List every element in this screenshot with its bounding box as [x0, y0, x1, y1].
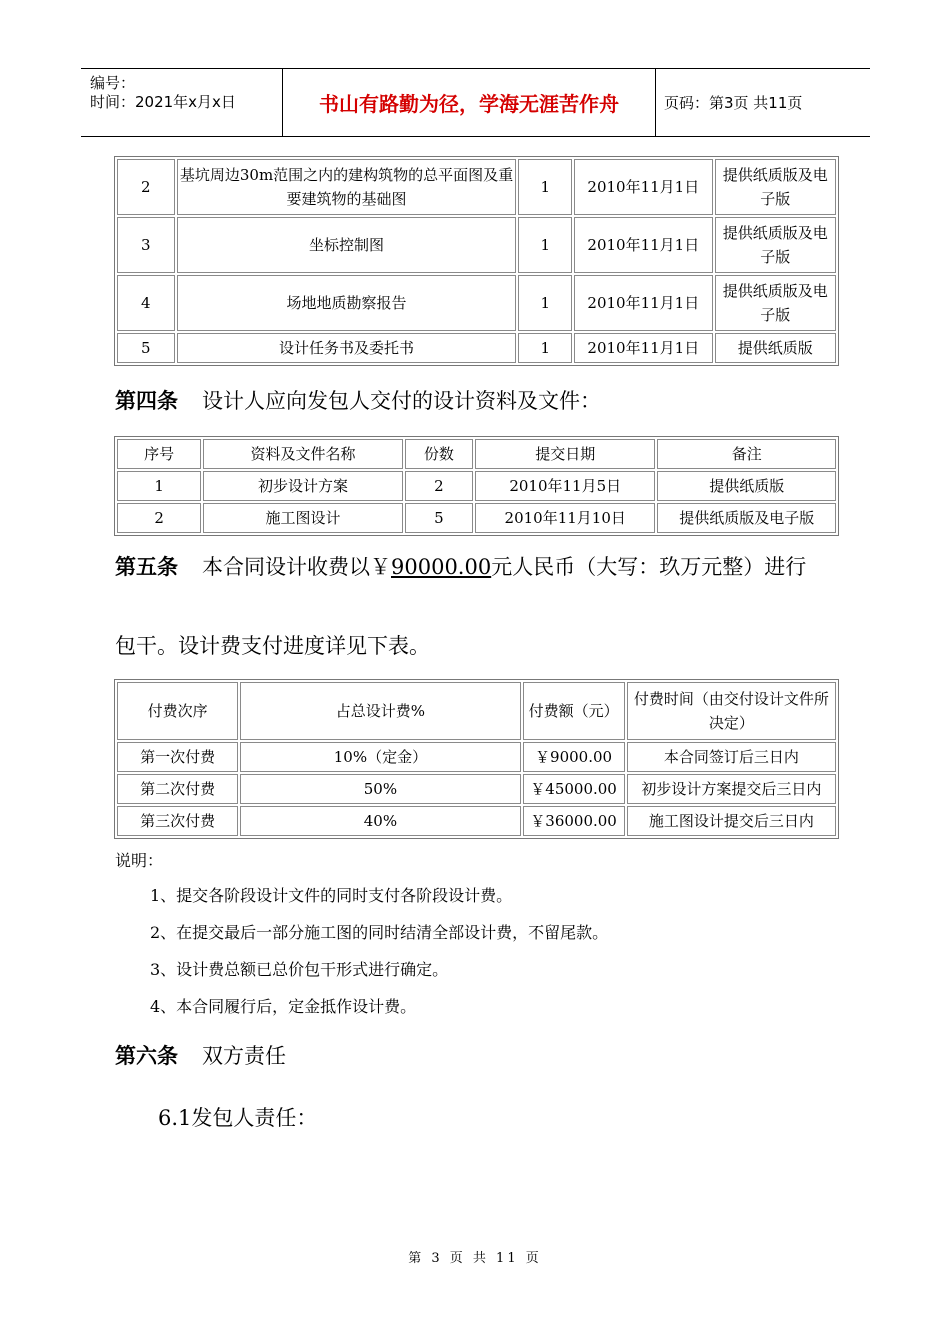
table-cell: 2 [405, 471, 473, 501]
table-cell: 1 [518, 275, 572, 331]
table-cell: 3 [117, 217, 175, 273]
article-4 [115, 385, 601, 415]
table-row [117, 217, 836, 273]
doc-number-label: 编号： [90, 74, 136, 92]
table-cell: 1 [518, 333, 572, 363]
table-cell: 4 [117, 275, 175, 331]
table-cell: ￥45000.00 [523, 774, 625, 804]
header-page-info: 页码：第3页 共11页 [664, 94, 803, 112]
table-cell: 2010年11月1日 [574, 275, 713, 331]
table-cell: 提供纸质版 [657, 471, 836, 501]
table-cell: 2010年11月5日 [475, 471, 656, 501]
article-6-label: 第六条 [115, 1044, 178, 1068]
table-row [117, 742, 836, 772]
table-cell: 1 [117, 471, 201, 501]
table-cell: ￥36000.00 [523, 806, 625, 836]
table-cell: 初步设计方案 [203, 471, 403, 501]
table-row [117, 275, 836, 331]
table-row [117, 503, 836, 533]
table-header: 付费额（元） [523, 682, 625, 740]
table-cell: 1 [518, 159, 572, 215]
table-cell: 2 [117, 159, 175, 215]
table-cell: 基坑周边30m范围之内的建构筑物的总平面图及重要建筑物的基础图 [177, 159, 517, 215]
deliverables-table [114, 436, 839, 536]
table-cell: 提供纸质版及电子版 [715, 275, 836, 331]
table-cell: 2010年11月1日 [574, 217, 713, 273]
article-5-line2: 包干。设计费支付进度详见下表。 [115, 634, 430, 658]
table-cell: 提供纸质版及电子版 [657, 503, 836, 533]
table-cell: ￥9000.00 [523, 742, 625, 772]
table-row [117, 471, 836, 501]
article-5-text-before: 本合同设计收费以￥ [202, 555, 391, 579]
table-header: 付费次序 [117, 682, 238, 740]
table-cell: 场地地质勘察报告 [177, 275, 517, 331]
table-cell: 本合同签订后三日内 [627, 742, 836, 772]
doc-time-label: 时间：2021年x月x日 [90, 93, 236, 111]
table-cell: 施工图设计提交后三日内 [627, 806, 836, 836]
article-6 [115, 1040, 286, 1070]
design-fee-amount: 90000.00 [391, 555, 492, 579]
client-materials-table [114, 156, 839, 366]
table-cell: 第三次付费 [117, 806, 238, 836]
table-header: 备注 [657, 439, 836, 469]
table-header-row [117, 682, 836, 740]
notes-title: 说明： [115, 851, 164, 870]
article-4-text: 设计人应向发包人交付的设计资料及文件： [202, 389, 601, 413]
table-cell: 2 [117, 503, 201, 533]
note-item: 4、本合同履行后，定金抵作设计费。 [150, 997, 417, 1016]
table-cell: 10%（定金） [240, 742, 520, 772]
article-5-text-after: 元人民币（大写：玖万元整）进行 [491, 555, 807, 579]
table-cell: 提供纸质版 [715, 333, 836, 363]
table-cell: 2010年11月1日 [574, 333, 713, 363]
table-header: 序号 [117, 439, 201, 469]
article-6-text: 双方责任 [202, 1044, 286, 1068]
table-row [117, 774, 836, 804]
table-cell: 坐标控制图 [177, 217, 517, 273]
table-cell: 40% [240, 806, 520, 836]
note-item: 2、在提交最后一部分施工图的同时结清全部设计费，不留尾款。 [150, 923, 609, 942]
article-5 [115, 551, 806, 581]
table-row [117, 333, 836, 363]
header-motto: 书山有路勤为径，学海无涯苦作舟 [282, 69, 656, 136]
payment-schedule-table [114, 679, 839, 839]
table-row [117, 806, 836, 836]
table-header: 份数 [405, 439, 473, 469]
table-header: 资料及文件名称 [203, 439, 403, 469]
table-cell: 5 [117, 333, 175, 363]
table-cell: 2010年11月1日 [574, 159, 713, 215]
table-cell: 2010年11月10日 [475, 503, 656, 533]
page-footer: 第 3 页 共 11 页 [408, 1251, 542, 1266]
table-row [117, 159, 836, 215]
table-cell: 提供纸质版及电子版 [715, 159, 836, 215]
note-item: 1、提交各阶段设计文件的同时支付各阶段设计费。 [150, 886, 513, 905]
table-header: 提交日期 [475, 439, 656, 469]
note-item: 3、设计费总额已总价包干形式进行确定。 [150, 960, 449, 979]
table-cell: 第一次付费 [117, 742, 238, 772]
table-cell: 5 [405, 503, 473, 533]
article-6-sub: 6.1发包人责任： [158, 1106, 318, 1130]
table-header: 占总设计费% [240, 682, 520, 740]
table-cell: 施工图设计 [203, 503, 403, 533]
article-5-label: 第五条 [115, 555, 178, 579]
article-4-label: 第四条 [115, 389, 178, 413]
table-cell: 第二次付费 [117, 774, 238, 804]
table-cell: 设计任务书及委托书 [177, 333, 517, 363]
table-cell: 1 [518, 217, 572, 273]
page-header [81, 68, 870, 137]
table-header-row [117, 439, 836, 469]
table-header: 付费时间（由交付设计文件所决定） [627, 682, 836, 740]
table-cell: 初步设计方案提交后三日内 [627, 774, 836, 804]
table-cell: 提供纸质版及电子版 [715, 217, 836, 273]
header-meta [81, 69, 282, 136]
table-cell: 50% [240, 774, 520, 804]
